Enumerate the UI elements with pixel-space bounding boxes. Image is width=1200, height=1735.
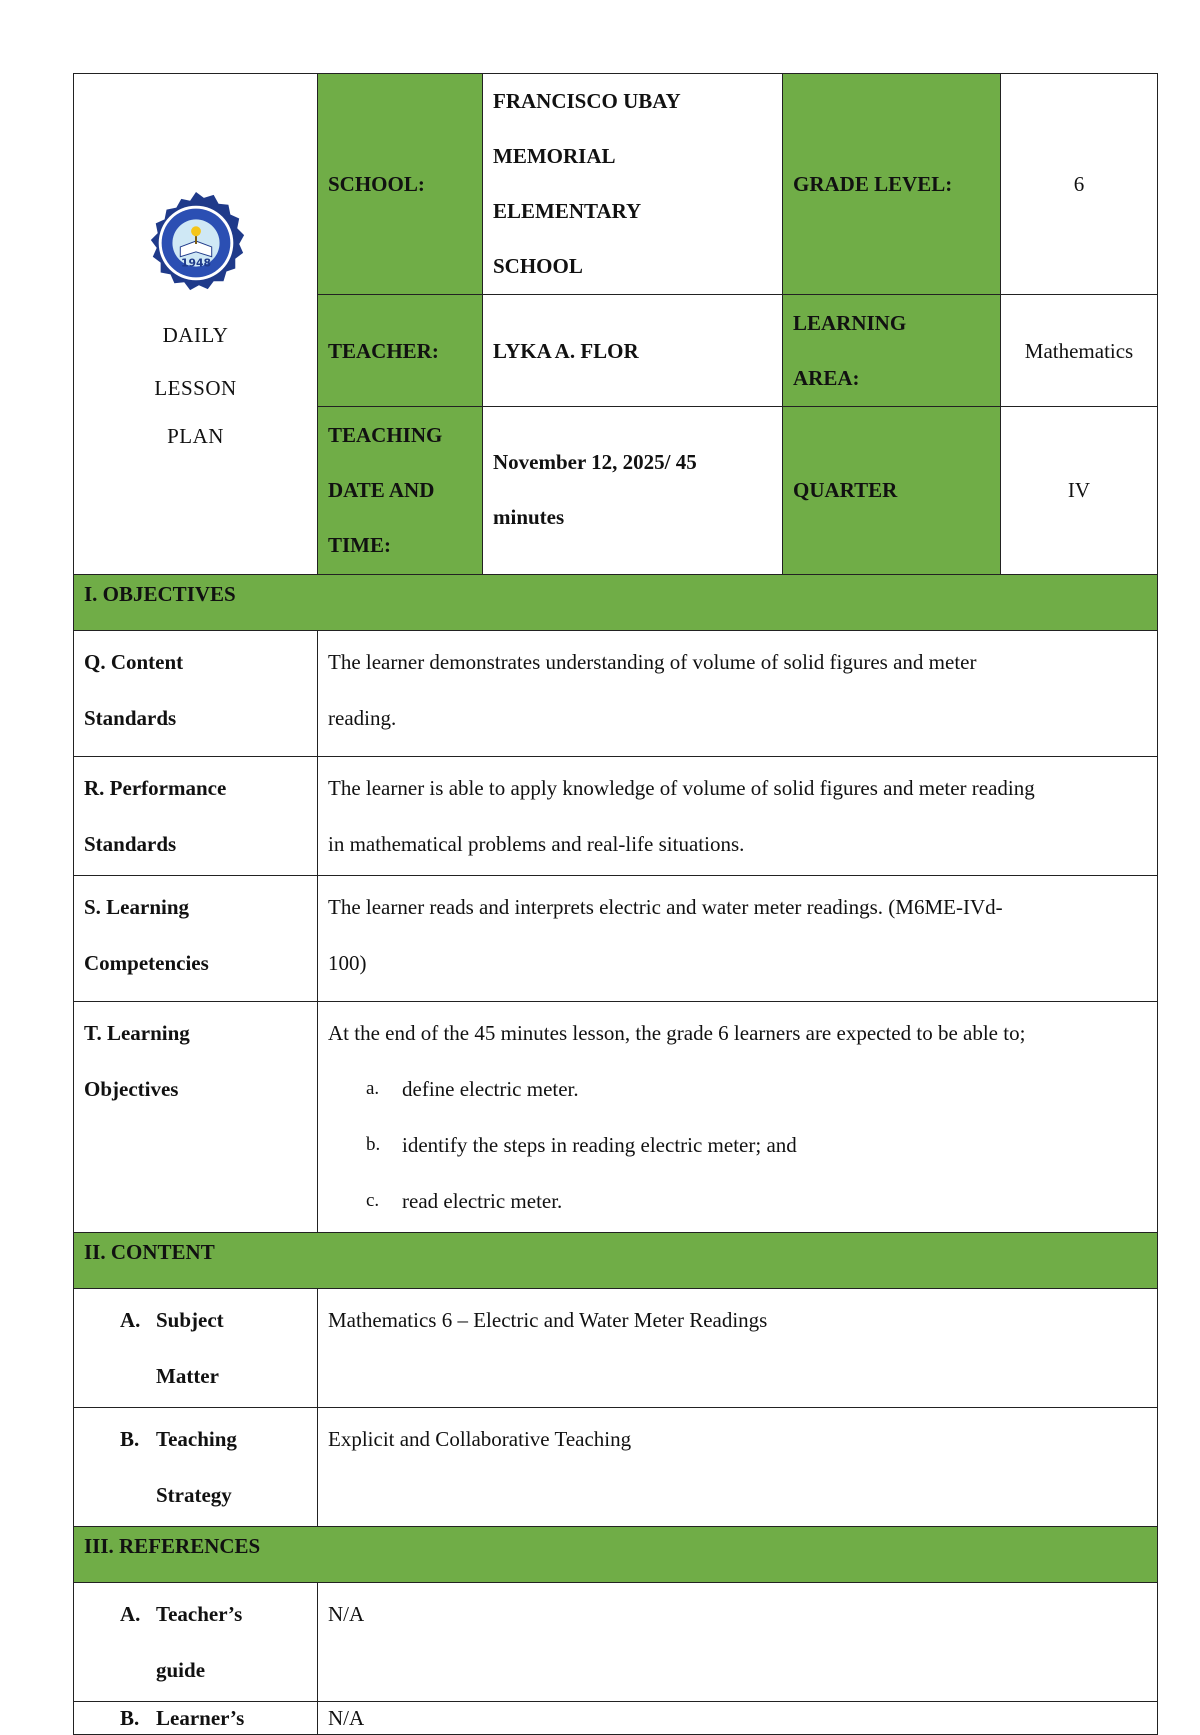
school-line: MEMORIAL	[493, 144, 616, 168]
school-value	[483, 74, 783, 295]
label-line: guide	[156, 1658, 206, 1682]
grade-level-label: GRADE LEVEL:	[783, 74, 1001, 295]
row-text	[318, 757, 1158, 876]
date-label-line: TIME:	[328, 532, 391, 557]
label-text	[156, 1411, 307, 1523]
lettered-label	[120, 1586, 307, 1698]
label-letter: A.	[120, 1308, 141, 1332]
label-letter: A.	[120, 1602, 141, 1626]
lettered-label	[120, 1411, 307, 1523]
row-text: N/A	[318, 1702, 1158, 1735]
quarter-value: IV	[1001, 406, 1158, 574]
label-line: Subject	[156, 1308, 224, 1332]
label-line: S. Learning	[84, 895, 190, 919]
list-marker: a.	[366, 1078, 380, 1099]
row-text	[318, 1002, 1158, 1233]
section-objectives	[74, 575, 1158, 631]
objectives-list	[328, 1061, 1147, 1229]
row-label	[74, 1289, 318, 1408]
list-text: define electric meter.	[402, 1077, 579, 1101]
row-learners	[74, 1702, 1158, 1735]
section-heading: I. OBJECTIVES	[74, 575, 1158, 631]
date-value-line: November 12, 2025/ 45	[493, 450, 697, 475]
lettered-label	[120, 1705, 307, 1731]
learning-area-value: Mathematics	[1001, 295, 1158, 406]
row-label	[74, 1583, 318, 1702]
section-heading: II. CONTENT	[74, 1233, 1158, 1289]
label-line: R. Performance	[84, 776, 227, 800]
row-teaching-strategy	[74, 1408, 1158, 1527]
text-line: The learner is able to apply knowledge of volume of solid figures and meter reading	[328, 776, 1035, 800]
section-content	[74, 1233, 1158, 1289]
school-line: SCHOOL	[493, 254, 583, 278]
school-seal-logo	[137, 189, 255, 297]
row-label	[74, 631, 318, 757]
row-performance-standards	[74, 757, 1158, 876]
label-line: Strategy	[156, 1483, 232, 1507]
school-line: ELEMENTARY	[493, 199, 642, 223]
quarter-label: QUARTER	[783, 406, 1001, 574]
label-line: Standards	[84, 832, 177, 856]
label-line: Standards	[84, 706, 177, 730]
list-text: read electric meter.	[402, 1189, 563, 1213]
text-line: The learner demonstrates understanding of volume of solid figures and meter	[328, 650, 977, 674]
label-letter: B.	[120, 1706, 140, 1730]
title-line: DAILY	[162, 323, 229, 347]
row-label	[74, 1702, 318, 1735]
list-item	[366, 1173, 1147, 1229]
label-text	[156, 1292, 307, 1404]
label-line: Q. Content	[84, 650, 184, 674]
logo-title-cell	[74, 74, 318, 575]
text-line: 100)	[328, 951, 367, 975]
label-line: Teaching	[156, 1427, 237, 1451]
row-text: N/A	[318, 1583, 1158, 1702]
area-label-line: LEARNING	[793, 310, 907, 335]
row-teachers-guide	[74, 1583, 1158, 1702]
school-line: FRANCISCO UBAY	[493, 89, 681, 113]
row-label	[74, 1002, 318, 1233]
document-title	[84, 307, 307, 459]
logo-year: 1948	[180, 256, 211, 270]
teacher-value: LYKA A. FLOR	[483, 295, 783, 406]
row-label	[74, 757, 318, 876]
list-marker: c.	[366, 1190, 380, 1211]
text-line: in mathematical problems and real-life situations.	[328, 832, 745, 856]
text-line: reading.	[328, 706, 397, 730]
section-references	[74, 1527, 1158, 1583]
date-label-line: DATE AND	[328, 477, 435, 502]
date-value-line: minutes	[493, 505, 565, 530]
title-line: PLAN	[167, 424, 224, 448]
teaching-date-label	[318, 406, 483, 574]
row-content-standards	[74, 631, 1158, 757]
row-text	[318, 631, 1158, 757]
objectives-intro: At the end of the 45 minutes lesson, the grade 6 learners are expected to be able to;	[328, 1021, 1026, 1045]
label-line: Objectives	[84, 1077, 179, 1101]
row-label	[74, 1408, 318, 1527]
text-line: The learner reads and interprets electric and water meter readings. (M6ME-IVd-	[328, 895, 1003, 919]
row-text: Explicit and Collaborative Teaching	[318, 1408, 1158, 1527]
row-text	[318, 876, 1158, 1002]
list-item	[366, 1061, 1147, 1117]
row-text: Mathematics 6 – Electric and Water Meter Readings	[318, 1289, 1158, 1408]
area-label-line: AREA:	[793, 365, 860, 390]
row-competencies	[74, 876, 1158, 1002]
lesson-body-table	[73, 574, 1158, 1735]
teaching-date-value	[483, 406, 783, 574]
lettered-label	[120, 1292, 307, 1404]
row-subject-matter	[74, 1289, 1158, 1408]
label-letter: B.	[120, 1427, 140, 1451]
row-learning-objectives	[74, 1002, 1158, 1233]
list-item	[366, 1117, 1147, 1173]
learning-area-label	[783, 295, 1001, 406]
teacher-label: TEACHER:	[318, 295, 483, 406]
date-label-line: TEACHING	[328, 422, 443, 447]
list-marker: b.	[366, 1134, 381, 1155]
header-table	[73, 73, 1158, 575]
title-line: LESSON	[154, 376, 237, 400]
row-label	[74, 876, 318, 1002]
label-text	[156, 1586, 307, 1698]
section-heading: III. REFERENCES	[74, 1527, 1158, 1583]
label-line: Competencies	[84, 951, 209, 975]
grade-level-value: 6	[1001, 74, 1158, 295]
label-line: Teacher’s	[156, 1602, 243, 1626]
label-text: Learner’s	[156, 1706, 245, 1730]
label-line: T. Learning	[84, 1021, 190, 1045]
list-text: identify the steps in reading electric meter; and	[402, 1133, 797, 1157]
label-line: Matter	[156, 1364, 219, 1388]
school-label: SCHOOL:	[318, 74, 483, 295]
